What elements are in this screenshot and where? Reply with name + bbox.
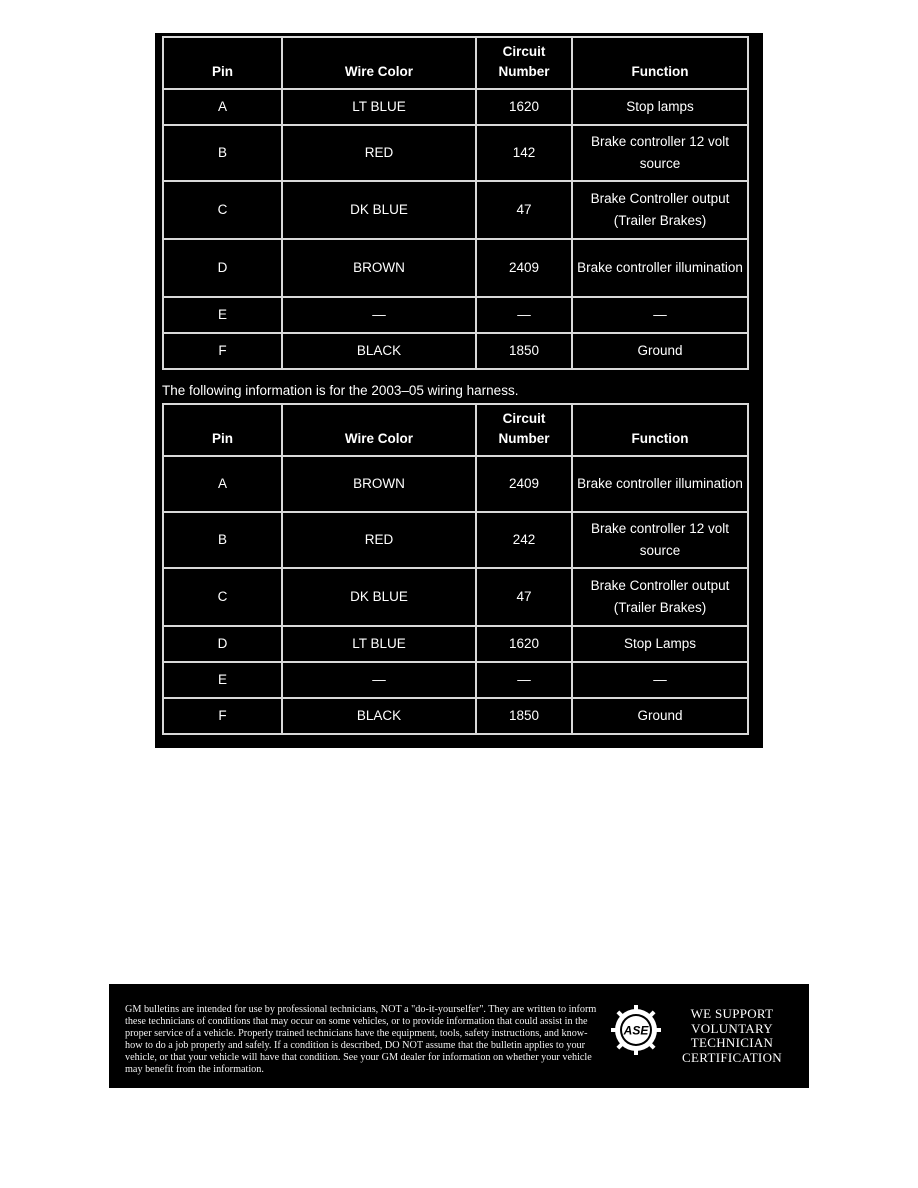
table-header-row (163, 404, 748, 456)
cell-circuit: — (476, 297, 572, 333)
cell-function: — (572, 297, 748, 333)
cell-circuit: 2409 (476, 456, 572, 512)
table-row (163, 239, 748, 297)
header-pin: Pin (163, 37, 282, 89)
header-function: Function (572, 404, 748, 456)
cell-circuit: 1620 (476, 626, 572, 662)
cell-circuit: 47 (476, 568, 572, 626)
cell-circuit: 1850 (476, 698, 572, 734)
table-row (163, 512, 748, 568)
table-header-row (163, 37, 748, 89)
table-row (163, 125, 748, 181)
certification-support-text (671, 1007, 793, 1065)
cell-pin: D (163, 626, 282, 662)
cell-function: Ground (572, 698, 748, 734)
harness-intro-text: The following information is for the 2003–05 wiring harness. (162, 383, 519, 398)
table-row (163, 662, 748, 698)
header-circuit-line1: Circuit (502, 44, 546, 59)
cell-wire-color: RED (282, 125, 476, 181)
wiring-table-2003-05 (162, 403, 749, 735)
cell-wire-color: BROWN (282, 239, 476, 297)
cell-wire-color: BLACK (282, 698, 476, 734)
cell-pin: F (163, 333, 282, 369)
cell-circuit: 242 (476, 512, 572, 568)
table-row (163, 333, 748, 369)
cell-wire-color: — (282, 662, 476, 698)
header-circuit-line1: Circuit (502, 411, 546, 426)
cell-function: Brake controller 12 volt source (572, 125, 748, 181)
gm-disclaimer-banner (109, 984, 809, 1088)
cell-pin: D (163, 239, 282, 297)
ase-certification-logo (611, 1005, 661, 1055)
cell-circuit: — (476, 662, 572, 698)
support-line-2: VOLUNTARY (691, 1020, 773, 1036)
cell-function: Brake Controller output (Trailer Brakes) (572, 181, 748, 239)
ase-gear-icon (611, 1005, 661, 1055)
cell-wire-color: DK BLUE (282, 181, 476, 239)
cell-circuit: 47 (476, 181, 572, 239)
header-circuit-line2: Number (498, 431, 550, 446)
cell-function: Stop lamps (572, 89, 748, 125)
cell-wire-color: BLACK (282, 333, 476, 369)
cell-circuit: 2409 (476, 239, 572, 297)
cell-wire-color: LT BLUE (282, 626, 476, 662)
cell-function: Brake controller illumination (572, 456, 748, 512)
cell-pin: A (163, 456, 282, 512)
table-row (163, 181, 748, 239)
cell-wire-color: LT BLUE (282, 89, 476, 125)
table-row (163, 568, 748, 626)
cell-wire-color: RED (282, 512, 476, 568)
header-circuit-number (476, 404, 572, 456)
ase-logo-text: ASE (623, 1023, 649, 1038)
header-circuit-number (476, 37, 572, 89)
wiring-table-original (162, 36, 749, 370)
header-circuit-line2: Number (498, 64, 550, 79)
cell-pin: C (163, 568, 282, 626)
cell-function: Brake Controller output (Trailer Brakes) (572, 568, 748, 626)
header-pin: Pin (163, 404, 282, 456)
support-line-1: WE SUPPORT (690, 1006, 774, 1021)
cell-circuit: 1620 (476, 89, 572, 125)
wiring-tables-panel (155, 33, 763, 748)
cell-wire-color: BROWN (282, 456, 476, 512)
cell-pin: C (163, 181, 282, 239)
table-row (163, 698, 748, 734)
header-wire-color: Wire Color (282, 37, 476, 89)
cell-pin: E (163, 297, 282, 333)
cell-function: Brake controller illumination (572, 239, 748, 297)
cell-pin: F (163, 698, 282, 734)
cell-function: — (572, 662, 748, 698)
cell-pin: E (163, 662, 282, 698)
cell-pin: B (163, 512, 282, 568)
cell-wire-color: — (282, 297, 476, 333)
cell-function: Ground (572, 333, 748, 369)
support-line-3: TECHNICIAN (690, 1035, 774, 1050)
cell-circuit: 142 (476, 125, 572, 181)
cell-pin: B (163, 125, 282, 181)
support-line-4: CERTIFICATION (682, 1049, 782, 1065)
table-row (163, 297, 748, 333)
cell-pin: A (163, 89, 282, 125)
header-wire-color: Wire Color (282, 404, 476, 456)
header-function: Function (572, 37, 748, 89)
disclaimer-text: GM bulletins are intended for use by professional technicians, NOT a "do-it-yourselfer". They are written to inform these technicians of conditions that may occur on some vehicles, or to provide information that could assist in the proper service of a vehicle. Properly trained technicians have the equipment, tools, safety instructions, and know-how to do a job properly and safely. If a condition is described, DO NOT assume that the bulletin applies to your vehicle, or that your vehicle will have that condition. See your GM dealer for information on whether your vehicle may benefit from the information. (125, 1004, 597, 1075)
table-row (163, 626, 748, 662)
cell-function: Brake controller 12 volt source (572, 512, 748, 568)
cell-wire-color: DK BLUE (282, 568, 476, 626)
table-row (163, 456, 748, 512)
cell-function: Stop Lamps (572, 626, 748, 662)
cell-circuit: 1850 (476, 333, 572, 369)
table-row (163, 89, 748, 125)
